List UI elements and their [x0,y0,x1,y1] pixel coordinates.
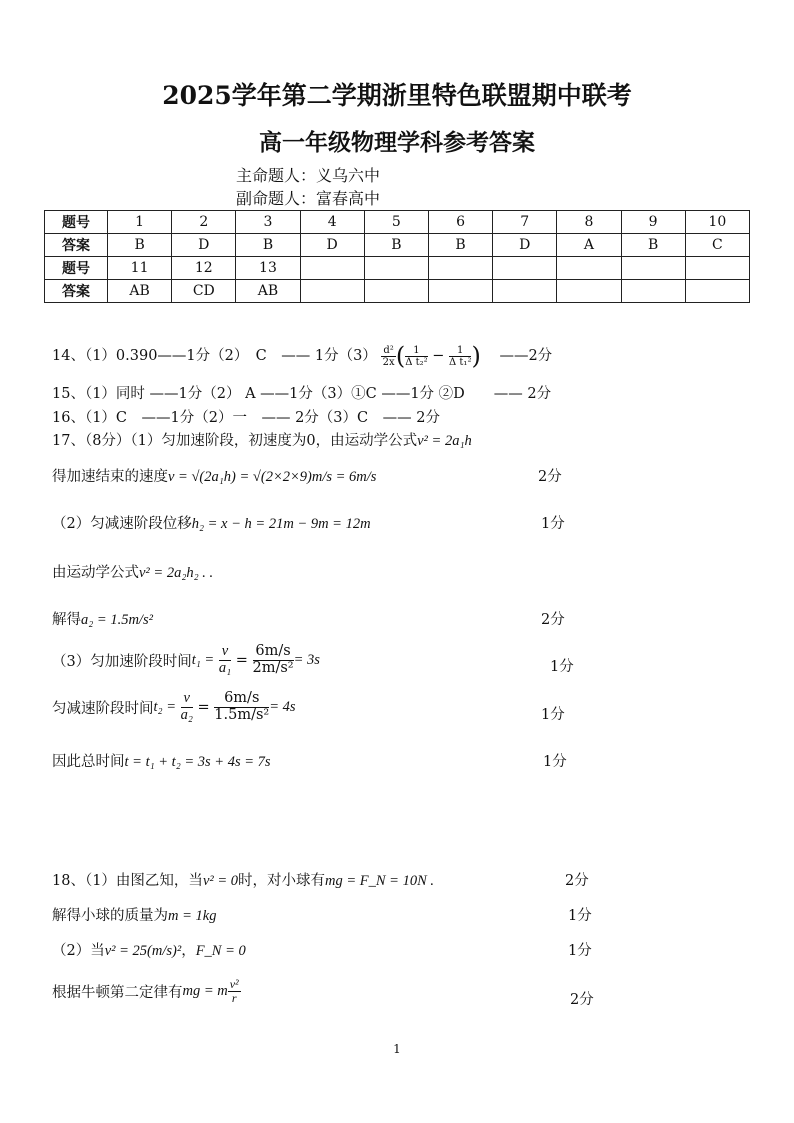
fraction-numerator: 1 [449,345,471,357]
formula: t₂ = [153,698,176,715]
fraction-numerator: 1 [405,345,427,357]
fraction [253,644,294,677]
question-number-cell: 1 [108,211,172,234]
fraction-denominator: a₁ [218,659,232,676]
answer-cell: AB [108,280,172,303]
fraction [181,691,193,724]
fraction [219,644,231,677]
table-row [45,280,750,303]
answer-cell [557,280,621,303]
main-author: 主命题人：义乌六中 [236,166,381,185]
answer-table [44,210,750,303]
formula: h₂ = x − h = 21m − 9m = 12m [191,516,371,532]
answer-cell [300,280,364,303]
question-number-cell: 11 [108,257,172,280]
step-text: （2）匀减速阶段位移 [52,516,192,532]
q17-line-2 [52,512,371,533]
fraction-denominator: a₂ [180,706,193,723]
q18-line-3 [52,939,246,960]
answer-cell: B [108,234,172,257]
table-header-cell: 题号 [45,257,108,280]
formula: v = √(2a₁h) = √(2×2×9)m/s = 6m/s [168,469,377,485]
answer-cell: AB [236,280,300,303]
q17-intro-text: 17、（8分）（1）匀加速阶段，初速度为0，由运动学公式 [52,433,418,449]
answer-cell: D [493,234,557,257]
formula: t₁ = [191,651,215,668]
fraction [214,691,269,724]
question-number-cell: 12 [172,257,236,280]
formula: v² = 25(m/s)² [104,943,182,959]
question-number-cell [300,257,364,280]
fraction-numerator: v [219,644,231,661]
q14-line: 14、（1）0.390——1分（2） C —— 1分（3） $\frac{\text{d²}}{2x}$ ( $\frac{1}{\text{Δ t₂²}}$ − $\frac{1}{\text{Δ t₁²}}$ ) ——2分 [52,342,553,370]
table-header-cell: 答案 [45,280,108,303]
step-text: ， [181,943,196,959]
step-text: 匀减速阶段时间 [52,700,154,717]
step-text: 得加速结束的速度 [52,469,168,485]
q14-fraction-term1 [405,345,427,368]
score: 1分 [541,516,565,532]
q14-score: ——2分 [499,348,553,364]
score: 1分 [550,659,574,675]
step-text: 时，对小球有 [238,873,326,889]
formula: = 4s [269,698,296,715]
step-text: 18、（1）由图乙知，当 [52,873,203,889]
formula: v² = 0 [202,873,239,889]
formula: mg = m [182,983,228,1000]
answer-cell: B [428,234,492,257]
question-number-cell: 6 [428,211,492,234]
q14-fraction-term2 [449,345,471,368]
q18-line-2 [52,904,216,925]
question-number-cell: 7 [493,211,557,234]
step-text: 根据牛顿第二定律有 [52,985,183,1002]
deputy-author: 副命题人：富春高中 [236,189,381,208]
page-title: 2025学年第二学期浙里特色联盟期中联考 [162,81,632,110]
score: 1分 [543,754,567,770]
q14-text: 14、（1）0.390——1分（2） C —— 1分（3） [52,348,377,364]
score: 1分 [568,943,592,959]
step-text: 由运动学公式 [52,565,139,581]
score: 1分 [541,707,565,723]
answer-cell [493,280,557,303]
formula: m = 1kg [168,908,217,924]
question-number-cell: 3 [236,211,300,234]
formula: v² = 2a₁h [417,433,472,449]
answer-cell: A [557,234,621,257]
question-number-cell [493,257,557,280]
fraction-denominator: Δ t₁² [449,356,472,368]
fraction-numerator: v² [229,977,239,991]
q17-intro [52,429,472,450]
fraction-numerator: 6m/s [214,691,269,708]
q15-line: 15、（1）同时 ——1分（2） A ——1分（3）①C ——1分 ②D —— 2分 [52,386,552,402]
page-subtitle: 高一年级物理学科参考答案 [259,129,535,156]
answer-cell: B [621,234,685,257]
q17-line-7 [52,750,271,771]
fraction-denominator: r [231,991,237,1006]
answer-cell [428,280,492,303]
table-row [45,234,750,257]
formula: t = t₁ + t₂ = 3s + 4s = 7s [124,754,271,770]
q17-line-4 [52,608,153,629]
fraction [228,978,241,1005]
question-number-cell: 2 [172,211,236,234]
q18-line-1 [52,869,434,890]
score: 2分 [541,612,565,628]
formula: a₂ = 1.5m/s² [81,612,153,628]
step-text: 因此总时间 [52,754,125,770]
q17-line-1 [52,465,376,486]
score: 2分 [538,469,562,485]
fraction-denominator: Δ t₂² [405,356,428,368]
q17-line-3 [52,561,213,582]
question-number-cell [364,257,428,280]
answer-cell [685,280,749,303]
fraction-numerator: v [181,691,193,708]
question-number-cell: 13 [236,257,300,280]
answer-cell: D [300,234,364,257]
question-number-cell: 8 [557,211,621,234]
q14-fraction [381,345,395,368]
answer-cell: D [172,234,236,257]
question-number-cell: 5 [364,211,428,234]
question-number-cell: 10 [685,211,749,234]
formula: mg = F_N = 10N . [325,873,435,889]
q16-line: 16、（1）C ——1分（2）一 —— 2分（3）C —— 2分 [52,410,440,426]
q17-line-5: （3）匀加速阶段时间t₁ = $\frac{v}{\text{a₁}}$ = $\frac{6m/s}{\text{2m/s²}}$ = 3s [52,643,320,676]
q18-line-4 [52,978,241,1005]
table-header-cell: 答案 [45,234,108,257]
step-text: （3）匀加速阶段时间 [52,653,192,670]
table-header-cell: 题号 [45,211,108,234]
fraction-denominator: 2m/s² [252,659,294,676]
step-text: （2）当 [52,943,105,959]
answer-cell: CD [172,280,236,303]
step-text: 解得 [52,612,81,628]
question-number-cell [621,257,685,280]
answer-cell [621,280,685,303]
question-number-cell [428,257,492,280]
fraction-denominator: 2x [382,356,395,368]
score: 1分 [568,908,592,924]
formula: F_N = 0 [195,943,246,959]
score: 2分 [565,873,589,889]
page-number: 1 [393,1042,401,1056]
q17-line-6: 匀减速阶段时间t₂ = $\frac{v}{\text{a₂}}$ = $\frac{6m/s}{\text{1.5m/s²}}$ = 4s [52,690,296,723]
score: 2分 [570,992,594,1008]
question-number-cell [685,257,749,280]
question-number-cell: 9 [621,211,685,234]
step-text: 解得小球的质量为 [52,908,168,924]
formula: v² = 2a₂h₂ . . [139,565,214,581]
answer-cell: B [236,234,300,257]
question-number-cell [557,257,621,280]
question-number-cell: 4 [300,211,364,234]
fraction-denominator: 1.5m/s² [214,706,270,723]
fraction-numerator: 6m/s [253,644,294,661]
answer-cell: B [364,234,428,257]
answer-cell [364,280,428,303]
fraction-numerator: d² [383,344,394,356]
table-row [45,257,750,280]
table-row [45,211,750,234]
answer-cell: C [685,234,749,257]
formula: = 3s [293,651,320,668]
